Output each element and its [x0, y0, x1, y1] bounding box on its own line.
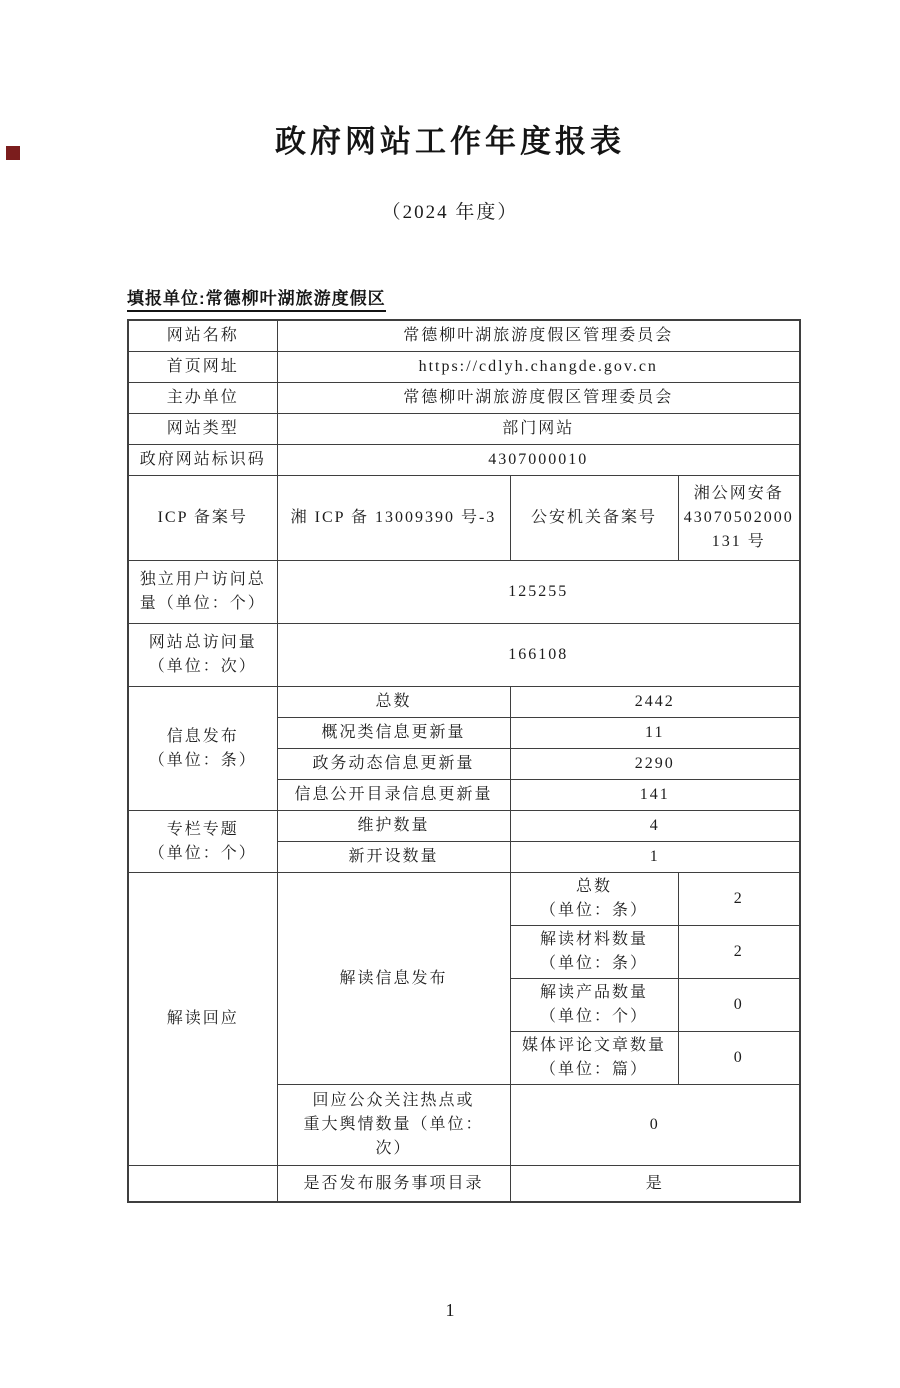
row-value: 2: [678, 926, 800, 979]
row-label: 回应公众关注热点或 重大舆情数量（单位： 次）: [277, 1085, 510, 1166]
row-value: 常德柳叶湖旅游度假区管理委员会: [277, 383, 800, 414]
group-label-info-publish: 信息发布 （单位：条）: [128, 687, 277, 811]
table-row-unique-visitors: [128, 561, 800, 624]
annual-report-table: [127, 319, 801, 1203]
row-value: 166108: [277, 624, 800, 687]
page-title: 政府网站工作年度报表: [275, 124, 625, 159]
row-label: 首页网址: [128, 352, 277, 383]
police-record-line: 湘公网安备: [693, 485, 784, 502]
row-value: 125255: [277, 561, 800, 624]
icp-value: 湘 ICP 备 13009390 号-3: [277, 476, 510, 561]
group-label-interpretation: 解读回应: [128, 873, 277, 1166]
table-row-interp-total: [128, 873, 800, 926]
row-value: 4307000010: [277, 445, 800, 476]
row-value: 部门网站: [277, 414, 800, 445]
table-row-site-name: [128, 320, 800, 352]
police-record-label: 公安机关备案号: [510, 476, 678, 561]
row-label: 信息公开目录信息更新量: [277, 780, 510, 811]
page-number: 1: [445, 1300, 455, 1320]
row-value: 是: [510, 1166, 800, 1203]
row-label: 概况类信息更新量: [277, 718, 510, 749]
row-value: 2290: [510, 749, 800, 780]
row-value: 141: [510, 780, 800, 811]
row-label: 网站名称: [128, 320, 277, 352]
empty-cell: [128, 1166, 277, 1203]
row-value: 1: [510, 842, 800, 873]
table-row-organizer: [128, 383, 800, 414]
table-row-homepage-url: [128, 352, 800, 383]
row-value: 0: [678, 979, 800, 1032]
group-label-interp-publish: 解读信息发布: [277, 873, 510, 1085]
reporting-unit-text: 填报单位:常德柳叶湖旅游度假区: [127, 284, 386, 312]
row-value: https://cdlyh.changde.gov.cn: [277, 352, 800, 383]
police-record-value: [678, 476, 800, 561]
row-label: 主办单位: [128, 383, 277, 414]
police-record-line: 131 号: [711, 533, 766, 550]
table-row-service-catalog: [128, 1166, 800, 1203]
row-value: 0: [678, 1032, 800, 1085]
row-label: 政务动态信息更新量: [277, 749, 510, 780]
reporting-unit-line: [127, 284, 900, 312]
row-value: 2442: [510, 687, 800, 718]
row-label: 媒体评论文章数量 （单位：篇）: [510, 1032, 678, 1085]
row-label: 新开设数量: [277, 842, 510, 873]
row-label: 独立用户访问总 量（单位：个）: [128, 561, 277, 624]
row-value: 0: [510, 1085, 800, 1166]
row-label: 网站类型: [128, 414, 277, 445]
row-label: 网站总访问量 （单位：次）: [128, 624, 277, 687]
row-value: 常德柳叶湖旅游度假区管理委员会: [277, 320, 800, 352]
row-label: 维护数量: [277, 811, 510, 842]
row-label: 总数 （单位：条）: [510, 873, 678, 926]
row-label: 是否发布服务事项目录: [277, 1166, 510, 1203]
row-label: 解读材料数量 （单位：条）: [510, 926, 678, 979]
table-row-site-id: [128, 445, 800, 476]
police-record-line: 43070502000: [683, 509, 794, 526]
table-row-icp: [128, 476, 800, 561]
row-label: 解读产品数量 （单位：个）: [510, 979, 678, 1032]
row-value: 11: [510, 718, 800, 749]
table-row-topic-maintained: [128, 811, 800, 842]
table-row-total-visits: [128, 624, 800, 687]
row-label: ICP 备案号: [128, 476, 277, 561]
corner-mark: [6, 146, 20, 160]
table-row-info-total: [128, 687, 800, 718]
row-value: 4: [510, 811, 800, 842]
row-value: 2: [678, 873, 800, 926]
row-label: 政府网站标识码: [128, 445, 277, 476]
row-label: 总数: [277, 687, 510, 718]
group-label-special-topics: 专栏专题 （单位：个）: [128, 811, 277, 873]
page-subtitle: （2024 年度）: [381, 202, 519, 223]
table-row-site-type: [128, 414, 800, 445]
